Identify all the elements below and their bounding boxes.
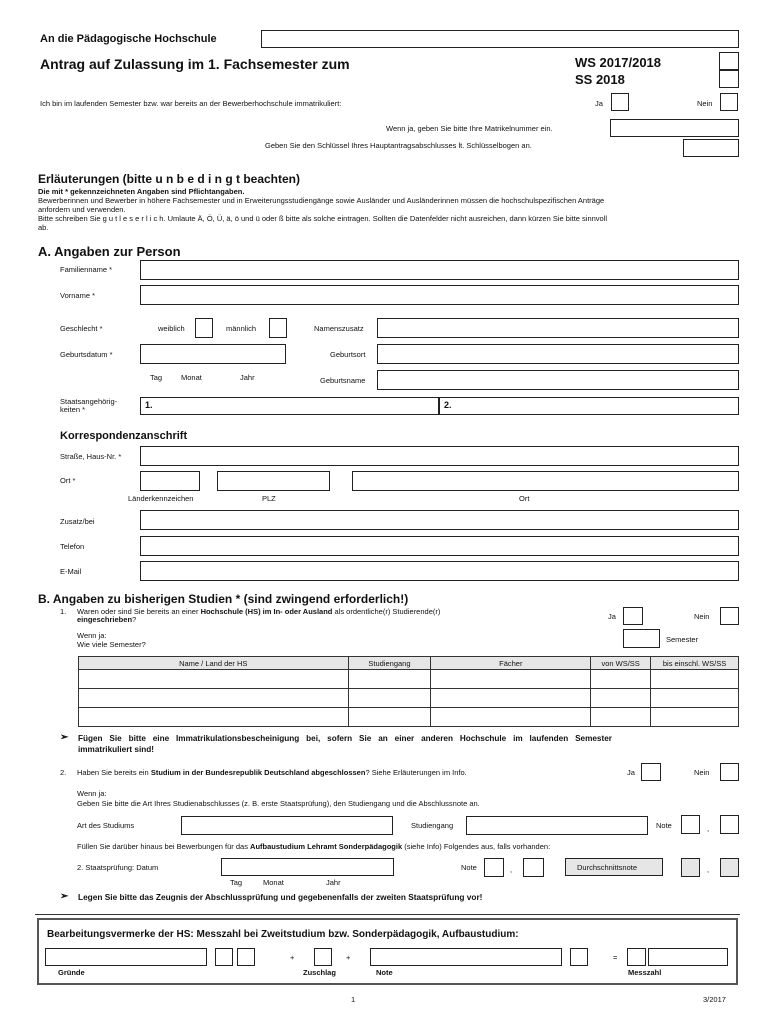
gruende-label: Gründe (58, 968, 85, 977)
notes-line-4: Bitte schreiben Sie g u t l e s e r l i c h. Umlaute Ä, Ö, Ü, ä, ö und ü oder ß bitte als solche eintragen. Sollten die Datenfelder nicht ausreichen, dann kürzen Sie bitte sinnvoll (38, 214, 608, 223)
q1-semester-question: Wie viele Semester? (77, 640, 146, 649)
table-cell[interactable] (79, 670, 349, 689)
q1-nein-label: Nein (694, 612, 710, 621)
table-cell[interactable] (79, 708, 349, 727)
enrolled-ja-label: Ja (595, 99, 603, 108)
note-decimal-input[interactable] (720, 815, 739, 834)
vorname-label: Vorname * (60, 291, 96, 300)
familienname-input[interactable] (140, 260, 739, 280)
staats-jahr-label: Jahr (326, 878, 341, 887)
q1-nein-checkbox[interactable] (720, 607, 739, 625)
table-cell[interactable] (348, 708, 431, 727)
col-studiengang: Studiengang (348, 657, 431, 670)
previous-studies-table (78, 656, 739, 727)
hint1-line-1: Fügen Sie bitte eine Immatrikulationsbescheinigung bei, sofern Sie an einer anderen Hochschule im laufenden Semester (78, 734, 612, 743)
table-cell[interactable] (651, 670, 739, 689)
ort-label: Ort * (60, 476, 76, 485)
art-des-studiums-input[interactable] (181, 816, 393, 835)
q2-text: Haben Sie bereits ein Studium in der Bundesrepublik Deutschland abgeschlossen? Siehe Erläuterungen im Info. (77, 768, 467, 777)
enrolled-ja-checkbox[interactable] (611, 93, 629, 111)
q1-number: 1. (60, 607, 67, 616)
geburtsname-label: Geburtsname (320, 376, 366, 385)
semester-count-input[interactable] (623, 629, 660, 648)
telefon-input[interactable] (140, 536, 739, 556)
korrespondenz-heading: Korrespondenzanschrift (60, 430, 188, 442)
notes-heading: Erläuterungen (bitte u n b e d i n g t beachten) (38, 172, 301, 186)
university-name-field[interactable] (261, 30, 739, 48)
hint2-text: Legen Sie bitte das Zeugnis der Abschlussprüfung und gegebenenfalls der zweiten Staatsprüfung vor! (78, 892, 483, 902)
art-des-studiums-label: Art des Studiums (77, 821, 135, 830)
messzahl-label: Messzahl (628, 968, 662, 977)
aufbau-instruction: Füllen Sie darüber hinaus bei Bewerbungen für das Aufbaustudium Lehramt Sonderpädagogik (siehe Info) Folgendes aus, falls vorhanden: (77, 842, 551, 851)
section-b-heading: B. Angaben zu bisherigen Studien * (sind zwingend erforderlich!) (38, 592, 409, 606)
laenderkennzeichen-input[interactable] (140, 471, 200, 491)
semester-label: Semester (666, 635, 699, 644)
namenszusatz-label: Namenszusatz (314, 324, 364, 333)
q2-nein-label: Nein (694, 768, 710, 777)
plus-sign-2: + (346, 953, 351, 962)
q1-text-2: eingeschrieben? (77, 615, 137, 624)
staatsangehoerigkeit-label-1: Staatsangehörig- (60, 397, 118, 406)
table-cell[interactable] (348, 689, 431, 708)
tag-label: Tag (150, 373, 163, 382)
equals-sign: = (613, 953, 618, 962)
note-integer-input[interactable] (681, 815, 700, 834)
matrikel-label: Wenn ja, geben Sie bitte Ihre Matrikelnummer ein. (386, 124, 553, 133)
semester-ss-checkbox[interactable] (719, 70, 739, 88)
semester-ws-label: WS 2017/2018 (575, 55, 662, 70)
q2-ja-label: Ja (627, 768, 635, 777)
zuschlag-input[interactable] (314, 948, 332, 966)
q2-ja-checkbox[interactable] (641, 763, 661, 781)
weiblich-label: weiblich (158, 324, 185, 333)
zusatz-label: Zusatz/bei (60, 517, 95, 526)
note-label: Note (656, 821, 672, 830)
notes-line-3: anfordern und verwenden. (38, 205, 126, 214)
maennlich-label: männlich (226, 324, 257, 333)
durchschnittsnote-label: Durchschnittsnote (577, 863, 638, 872)
col-bis: bis einschl. WS/SS (651, 657, 739, 670)
office-note-box[interactable] (570, 948, 588, 966)
q2-number: 2. (60, 768, 67, 777)
familienname-label: Familienname * (60, 265, 113, 274)
plus-sign-1: + (290, 953, 295, 962)
table-cell[interactable] (591, 708, 651, 727)
strasse-label: Straße, Haus-Nr. * (60, 452, 122, 461)
table-row (79, 689, 739, 708)
notes-line-5: ab. (38, 223, 49, 232)
plz-label: PLZ (262, 494, 276, 503)
table-cell[interactable] (651, 708, 739, 727)
nationality-1-input[interactable] (140, 397, 439, 415)
office-note-label: Note (376, 968, 393, 977)
table-row (79, 670, 739, 689)
studiengang-input[interactable] (466, 816, 648, 835)
col-faecher: Fächer (431, 657, 591, 670)
enrolled-question: Ich bin im laufenden Semester bzw. war bereits an der Bewerberhochschule immatrikuliert: (40, 99, 342, 108)
nationality-2-input[interactable] (439, 397, 739, 415)
geschlecht-label: Geschlecht * (60, 324, 103, 333)
geburtsort-label: Geburtsort (330, 350, 366, 359)
table-cell[interactable] (591, 670, 651, 689)
matrikel-input[interactable] (610, 119, 739, 137)
nationality-2-number: 2. (444, 400, 452, 410)
telefon-label: Telefon (60, 542, 85, 551)
office-heading: Bearbeitungsvermerke der HS: Messzahl bei Zweitstudium bzw. Sonderpädagogik, Aufbaustudium: (47, 929, 519, 940)
jahr-label: Jahr (240, 373, 255, 382)
form-version: 3/2017 (703, 995, 726, 1004)
weiblich-checkbox[interactable] (195, 318, 213, 338)
q2-instruction: Geben Sie bitte die Art Ihres Studienabschlusses (z. B. erste Staatsprüfung), den Studiengang und die Abschlussnote an. (77, 799, 480, 808)
q2-nein-checkbox[interactable] (720, 763, 739, 781)
table-cell[interactable] (431, 708, 591, 727)
q1-text: Waren oder sind Sie bereits an einer Hochschule (HS) im In- oder Ausland als ordentliche(r) Studierende(r) (77, 607, 441, 616)
table-cell[interactable] (348, 670, 431, 689)
staatspruefung-date-input[interactable] (221, 858, 394, 876)
section-a-heading: A. Angaben zur Person (38, 244, 181, 259)
q2-wennja-label: Wenn ja: (77, 789, 107, 798)
notes-line-2: Bewerberinnen und Bewerber in höhere Fachsemester und in Erweiterungsstudiengänge sowie Ausländer und Ausländerinnen müssen die hochschulspezifischen Anträge (38, 196, 605, 205)
form-title: Antrag auf Zulassung im 1. Fachsemester zum (40, 56, 350, 72)
table-cell[interactable] (591, 689, 651, 708)
q1-ja-checkbox[interactable] (623, 607, 643, 625)
enrolled-nein-checkbox[interactable] (720, 93, 738, 111)
messzahl-box-2[interactable] (237, 948, 255, 966)
geburtsname-input[interactable] (377, 370, 739, 390)
staats-note-decimal-input[interactable] (523, 858, 544, 877)
email-input[interactable] (140, 561, 739, 581)
ort-input[interactable] (352, 471, 739, 491)
geburtsdatum-input[interactable] (140, 344, 286, 364)
notes-line-1: Die mit * gekennzeichneten Angaben sind Pflichtangaben. (38, 187, 245, 196)
col-name-land: Name / Land der HS (79, 657, 349, 670)
zusatz-input[interactable] (140, 510, 739, 530)
table-row (79, 708, 739, 727)
plz-input[interactable] (217, 471, 330, 491)
table-header-row (79, 657, 739, 670)
messzahl-box-1[interactable] (215, 948, 233, 966)
durchschnitt-decimal-box (720, 858, 739, 877)
messzahl-result-box-1[interactable] (627, 948, 646, 966)
page-number: 1 (351, 995, 356, 1004)
ort-sub-label: Ort (519, 494, 530, 503)
semester-ws-checkbox[interactable] (719, 52, 739, 70)
email-label: E-Mail (60, 567, 82, 576)
hint2-arrow-icon: ➢ (60, 891, 69, 902)
namenszusatz-input[interactable] (377, 318, 739, 338)
messzahl-result-input[interactable] (648, 948, 728, 966)
table-cell[interactable] (79, 689, 349, 708)
gruende-input[interactable] (45, 948, 207, 966)
staats-note-label: Note (461, 863, 477, 872)
staatsangehoerigkeit-label-2: keiten * (60, 405, 86, 414)
staats-tag-label: Tag (230, 878, 243, 887)
studiengang-label: Studiengang (411, 821, 454, 830)
hint1-arrow-icon: ➢ (60, 732, 69, 743)
monat-label: Monat (181, 373, 202, 382)
q1-wennja-label: Wenn ja: (77, 631, 107, 640)
key-label: Geben Sie den Schlüssel Ihres Hauptantragsabschlusses lt. Schlüsselbogen an. (265, 141, 532, 150)
staats-note-comma: , (510, 865, 513, 874)
geburtsort-input[interactable] (377, 344, 739, 364)
office-top-rule (35, 914, 740, 915)
laenderkennzeichen-label: Länderkennzeichen (128, 494, 194, 503)
semester-ss-label: SS 2018 (575, 72, 625, 87)
recipient-label: An die Pädagogische Hochschule (40, 33, 217, 45)
nationality-1-number: 1. (145, 400, 153, 410)
key-input[interactable] (683, 139, 739, 157)
strasse-input[interactable] (140, 446, 739, 466)
table-cell[interactable] (651, 689, 739, 708)
note-comma: , (707, 824, 710, 833)
staatspruefung-label: 2. Staatsprüfung: Datum (77, 863, 159, 872)
staats-monat-label: Monat (263, 878, 284, 887)
zuschlag-label: Zuschlag (303, 968, 336, 977)
geburtsdatum-label: Geburtsdatum * (60, 350, 113, 359)
staats-note-integer-input[interactable] (484, 858, 504, 877)
col-von: von WS/SS (591, 657, 651, 670)
table-cell[interactable] (431, 670, 591, 689)
office-note-input[interactable] (370, 948, 562, 966)
maennlich-checkbox[interactable] (269, 318, 287, 338)
durchschnitt-comma: , (707, 865, 710, 874)
durchschnitt-integer-box (681, 858, 700, 877)
enrolled-nein-label: Nein (697, 99, 713, 108)
table-cell[interactable] (431, 689, 591, 708)
q1-ja-label: Ja (608, 612, 616, 621)
vorname-input[interactable] (140, 285, 739, 305)
hint1-line-2: immatrikuliert sind! (78, 745, 154, 754)
